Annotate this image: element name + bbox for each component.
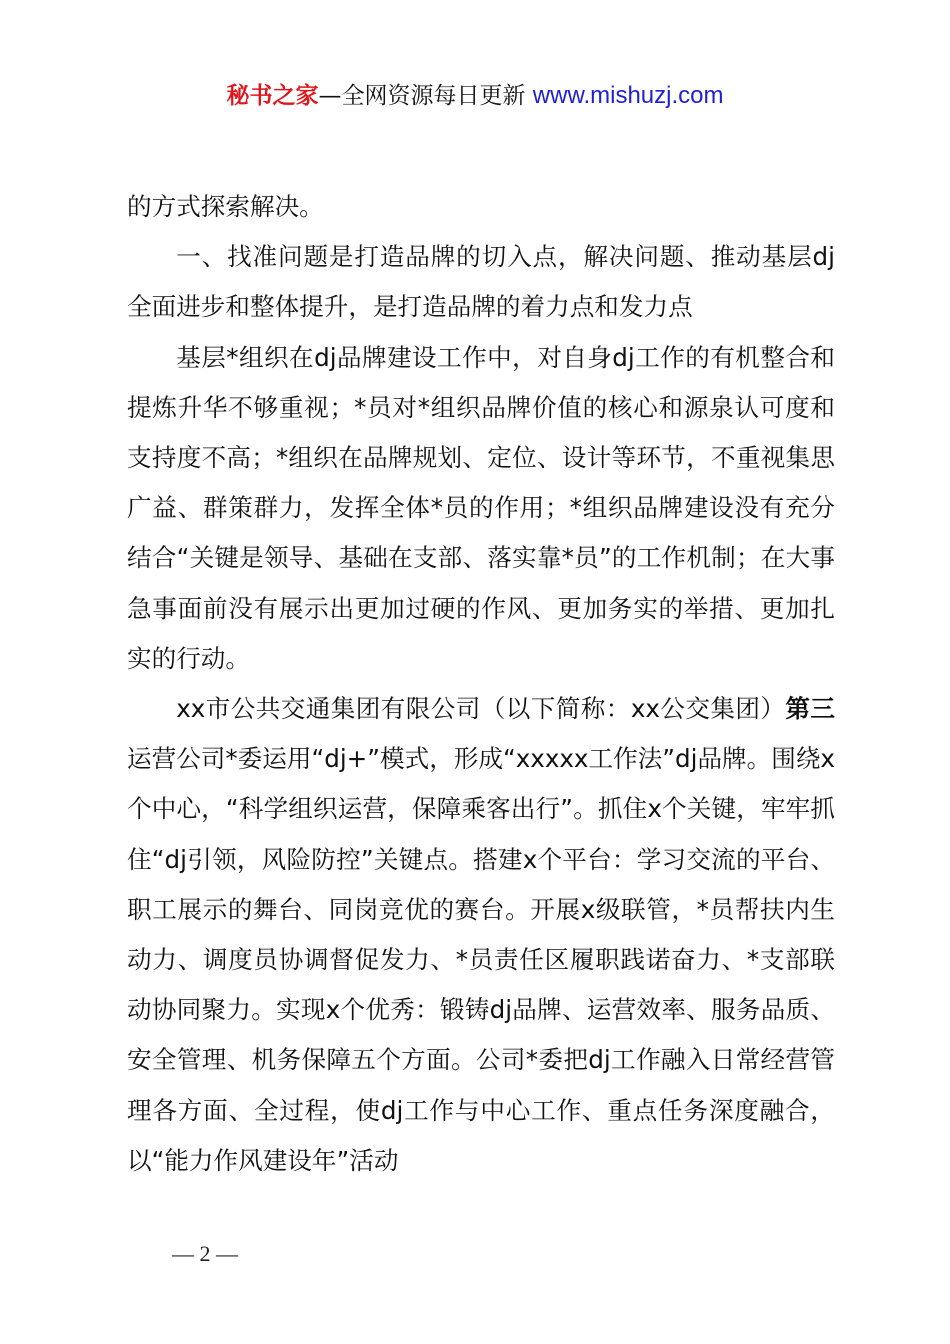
case-study-bold-text: 第三 [785, 694, 835, 724]
site-url-link[interactable]: www.mishuzj.com [532, 82, 724, 109]
case-study-details: 运营公司*委运用“dj+”模式，形成“xxxxx工作法”dj品牌。围绕x个中心，“科学组织运营，保障乘客出行”。抓住x个关键，牢牢抓住“dj引领，风险防控”关键点。搭建x个平台：学习交流的平台、职工展示的舞台、同岗竞优的赛台。开展x级联管，*员帮扶内生动力、调度员协调督促发力、*员责任区履职践诺奋力、*支部联动协同聚力。实现x个优秀：锻铸dj品牌、运营效率、服务品质、安全管理、机务保障五个方面。公司*委把dj工作融入日常经营管理各方面、全过程，使dj工作与中心工作、重点任务深度融合，以“能力作风建设年”活动 [127, 744, 835, 1175]
paragraph-problems: 基层*组织在dj品牌建设工作中，对自身dj工作的有机整合和提炼升华不够重视；*员对*组织品牌价值的核心和源泉认可度和支持度不高；*组织在品牌规划、定位、设计等环节，不重视集思广益、群策群力，发挥全体*员的作用；*组织品牌建设没有充分结合“关键是领导、基础在支部、落实靠*员”的工作机制；在大事急事面前没有展示出更加过硬的作风、更加务实的举措、更加扎实的行动。 [127, 342, 835, 673]
case-study-intro: xx市公共交通集团有限公司（以下简称：xx公交集团） [176, 694, 786, 724]
section-heading: 一、找准问题是打造品牌的切入点，解决问题、推动基层dj全面进步和整体提升，是打造品牌的着力点和发力点 [127, 242, 835, 322]
paragraph-case-study [127, 684, 835, 1186]
page-number: — 2 — [172, 1241, 238, 1266]
site-tagline: —全网资源每日更新 [318, 83, 533, 109]
paragraph-continuation: 的方式探索解决。 [127, 192, 324, 221]
site-brand: 秘书之家 [226, 83, 319, 109]
document-body [127, 182, 835, 1186]
site-header [0, 80, 950, 112]
